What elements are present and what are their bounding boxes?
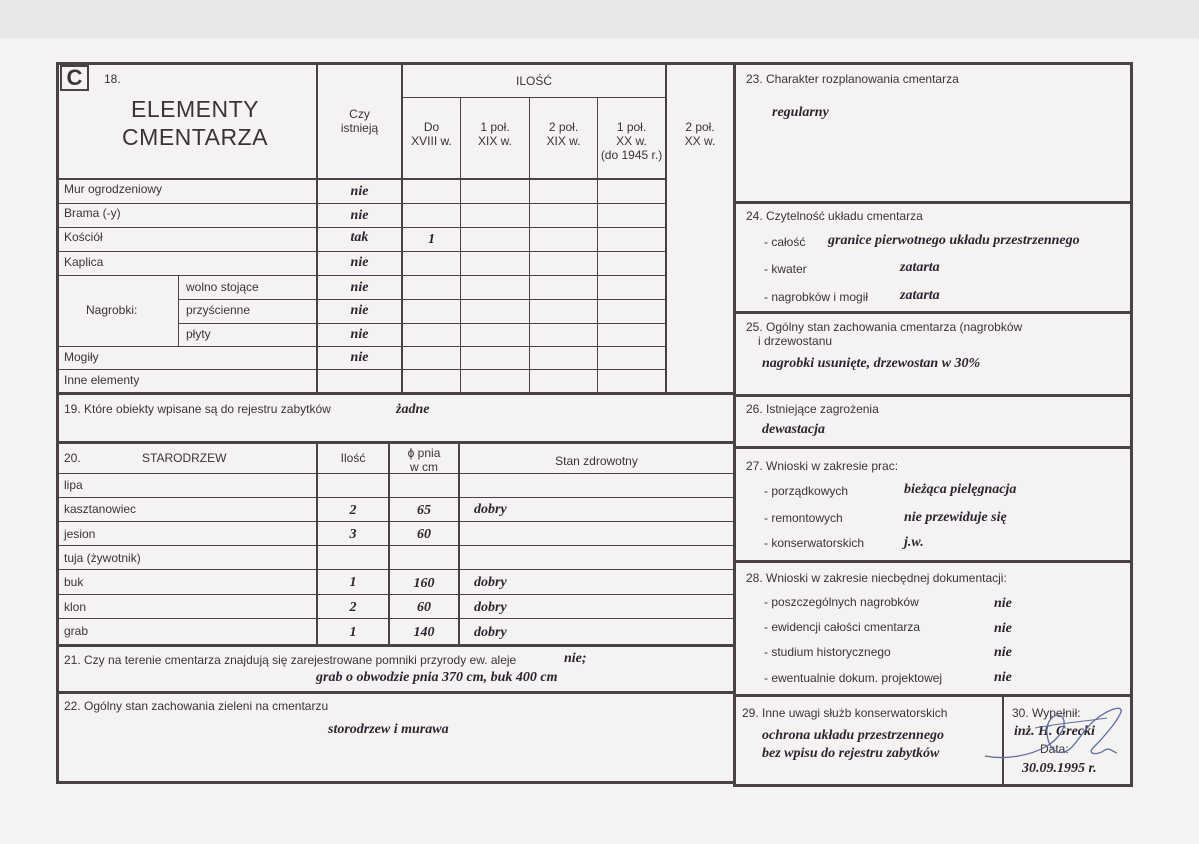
s28-item-value: nie: [994, 596, 1012, 611]
s27-label: 27. Wnioski w zakresie prac:: [746, 459, 899, 473]
s28-item-value: nie: [994, 621, 1012, 636]
tree-qty: 3: [349, 527, 357, 542]
s27-item-label: - porządkowych: [764, 484, 849, 498]
tree-qty: 2: [349, 503, 357, 518]
tree-name: buk: [64, 575, 84, 589]
tree-diameter: 60: [417, 600, 431, 615]
tree-health: dobry: [474, 625, 507, 640]
s18-row-label: Kaplica: [64, 255, 104, 269]
s18-title-line2: CMENTARZA: [122, 124, 268, 150]
s20-col-qty: Ilość: [340, 451, 366, 465]
s20-col-health: Stan zdrowotny: [555, 454, 638, 468]
s27-item-value: nie przewiduje się: [904, 510, 1007, 525]
s18-row-line: [56, 369, 667, 370]
s28-item-label: - ewidencji całości cmentarza: [764, 620, 921, 634]
s18-row-label: Mogiły: [64, 350, 99, 364]
s30-name: inż. H. Grecki: [1014, 724, 1095, 739]
s21-value-2: grab o obwodzie pnia 370 cm, buk 400 cm: [316, 670, 558, 685]
scan-top-strip: [0, 0, 1199, 38]
tree-diameter: 160: [413, 576, 435, 591]
s20-row-line: [56, 521, 736, 522]
s18-row-label: Inne elementy: [64, 373, 140, 387]
form-right-border: [1130, 62, 1133, 787]
s28-item-value: nie: [994, 670, 1012, 685]
s24-item-value: granice pierwotnego układu przestrzennego: [828, 233, 1080, 248]
s18-exists-value: tak: [350, 230, 369, 245]
s22-top-border: [56, 691, 736, 694]
s30-label: 30. Wypełnił:: [1012, 706, 1081, 720]
tree-health: dobry: [474, 502, 507, 517]
tree-name: tuja (żywotnik): [64, 551, 141, 565]
s18-row-label: wolno stojące: [186, 280, 259, 294]
s18-qty-value: 1: [428, 232, 435, 247]
s28-item-label: - studium historycznego: [764, 645, 891, 659]
s24-item-label: - nagrobków i mogił: [764, 290, 869, 304]
s30-date-label: Data:: [1040, 742, 1069, 756]
tree-health: dobry: [474, 575, 507, 590]
s30-date: 30.09.1995 r.: [1022, 761, 1097, 776]
form-middle-divider: [733, 62, 736, 787]
s18-qty-underline: [401, 97, 666, 98]
s29-label: 29. Inne uwagi służb konserwatorskich: [742, 706, 948, 720]
s18-row-line: [56, 346, 667, 347]
s20-row-line: [56, 569, 736, 570]
period-header-l1: 1 poł.: [616, 120, 647, 134]
s18-exists-header-l1: Czy: [349, 107, 370, 121]
s18-row-label: płyty: [186, 327, 211, 341]
tree-diameter: 60: [417, 527, 431, 542]
s24-item-value: zatarta: [900, 288, 940, 303]
s20-row-line: [56, 618, 736, 619]
period-header-l2: XX w.: [684, 134, 716, 148]
form-top-border: [56, 62, 1133, 65]
tree-diameter: 65: [417, 503, 431, 518]
s24-top-border: [733, 201, 1133, 204]
s29-top-border: [733, 694, 1133, 697]
tree-health: dobry: [474, 600, 507, 615]
s20-row-line: [56, 497, 736, 498]
s18-title-line1: ELEMENTY: [131, 96, 259, 122]
form-bottom-left-border: [56, 781, 734, 784]
tree-diameter: 140: [413, 625, 435, 640]
s18-row-line: [56, 203, 667, 204]
s28-top-border: [733, 560, 1133, 563]
period-header-l1: 2 poł.: [685, 120, 715, 134]
period-header-l3: (do 1945 r.): [600, 148, 663, 162]
s27-item-value: j.w.: [904, 535, 924, 550]
s20-col-dia-l2: w cm: [410, 460, 438, 474]
s18-nagrobki-label: Nagrobki:: [86, 303, 138, 317]
s26-top-border: [733, 394, 1133, 397]
s18-exists-value: nie: [350, 255, 369, 270]
s19-value: żadne: [396, 402, 430, 417]
s19-top-border: [56, 392, 736, 395]
s22-label: 22. Ogólny stan zachowania zieleni na cmentarzu: [64, 699, 329, 713]
s22-value: storodrzew i murawa: [328, 722, 449, 737]
period-header-l1: Do: [423, 120, 440, 134]
s18-exists-value: nie: [350, 303, 369, 318]
s24-item-value: zatarta: [900, 260, 940, 275]
period-header-l2: XIX w.: [546, 134, 581, 148]
s27-item-value: bieżąca pielęgnacja: [904, 482, 1017, 497]
form-bottom-right-border: [733, 784, 1133, 787]
s28-item-value: nie: [994, 645, 1012, 660]
s24-item-label: - całość: [764, 235, 806, 249]
s20-number: 20.: [64, 451, 81, 465]
s20-col-dia-l1: ϕ pnia: [407, 446, 441, 460]
s26-value: dewastacja: [762, 422, 825, 437]
s24-label: 24. Czytelność układu cmentarza: [746, 209, 923, 223]
s18-exists-header-l2: istnieją: [340, 121, 379, 135]
section-letter-box: C: [60, 65, 89, 91]
s25-value: nagrobki usunięte, drzewostan w 30%: [762, 356, 981, 371]
s28-item-label: - poszczególnych nagrobków: [764, 595, 919, 609]
s18-row-line: [56, 275, 667, 276]
tree-qty: 2: [349, 600, 357, 615]
s21-value-1: nie;: [564, 651, 587, 666]
s29-value-1: ochrona układu przestrzennego: [762, 728, 945, 743]
s23-value: regularny: [772, 105, 829, 120]
s23-label: 23. Charakter rozplanowania cmentarza: [746, 72, 959, 86]
s18-number: 18.: [104, 72, 121, 86]
s20-row-line: [56, 594, 736, 595]
s18-header-bottom: [56, 178, 667, 180]
tree-name: kasztanowiec: [64, 502, 137, 516]
period-header-l2: XVIII w.: [411, 134, 452, 148]
s25-top-border: [733, 311, 1133, 314]
s26-label: 26. Istniejące zagrożenia: [746, 402, 879, 416]
s28-item-label: - ewentualnie dokum. projektowej: [764, 671, 943, 685]
s18-row-label: przyścienne: [186, 303, 251, 317]
s18-exists-value: nie: [350, 350, 369, 365]
s18-exists-value: nie: [350, 184, 369, 199]
s27-item-label: - konserwatorskich: [764, 536, 865, 550]
s25-label-l2: i drzewostanu: [758, 334, 833, 348]
s21-label: 21. Czy na terenie cmentarza znajdują się zarejestrowane pomniki przyrody ew. aleje: [64, 653, 517, 667]
tree-qty: 1: [349, 625, 357, 640]
form-left-border: [56, 62, 59, 784]
s27-top-border: [733, 446, 1133, 449]
s20-top-border: [56, 441, 736, 444]
s24-item-label: - kwater: [764, 262, 807, 276]
tree-name: jesion: [64, 527, 96, 541]
period-header-l2: XX w.: [616, 134, 647, 148]
s18-row-label: Mur ogrodzeniowy: [64, 182, 163, 196]
s29-value-2: bez wpisu do rejestru zabytków: [762, 746, 940, 761]
s28-label: 28. Wnioski w zakresie niecbędnej dokumentacji:: [746, 571, 1007, 585]
s20-title: STARODRZEW: [142, 451, 227, 465]
s19-label: 19. Które obiekty wpisane są do rejestru zabytków: [64, 402, 331, 416]
period-header-l1: 2 poł.: [548, 120, 579, 134]
s18-row-line: [56, 251, 667, 252]
tree-name: klon: [64, 600, 87, 614]
s21-top-border: [56, 644, 736, 647]
s18-qty-header: ILOŚĆ: [515, 74, 552, 88]
signature-scribble: [975, 698, 1130, 768]
s18-row-line: [178, 323, 667, 324]
s20-row-line: [56, 545, 736, 546]
s18-nagrobki-divider: [178, 275, 179, 346]
s18-exists-value: nie: [350, 280, 369, 295]
s18-row-label: Kościół: [64, 230, 103, 244]
tree-name: lipa: [64, 478, 83, 492]
s18-row-line: [178, 299, 667, 300]
s18-exists-value: nie: [350, 208, 369, 223]
period-header-l2: XIX w.: [477, 134, 512, 148]
tree-qty: 1: [349, 575, 357, 590]
s18-exists-value: nie: [350, 327, 369, 342]
period-header-l1: 1 poł.: [480, 120, 510, 134]
s18-row-label: Brama (-y): [64, 206, 121, 220]
s25-label-l1: 25. Ogólny stan zachowania cmentarza (nagrobków: [746, 320, 1023, 334]
s27-item-label: - remontowych: [764, 511, 843, 525]
tree-name: grab: [64, 624, 89, 638]
s18-row-line: [56, 227, 667, 228]
